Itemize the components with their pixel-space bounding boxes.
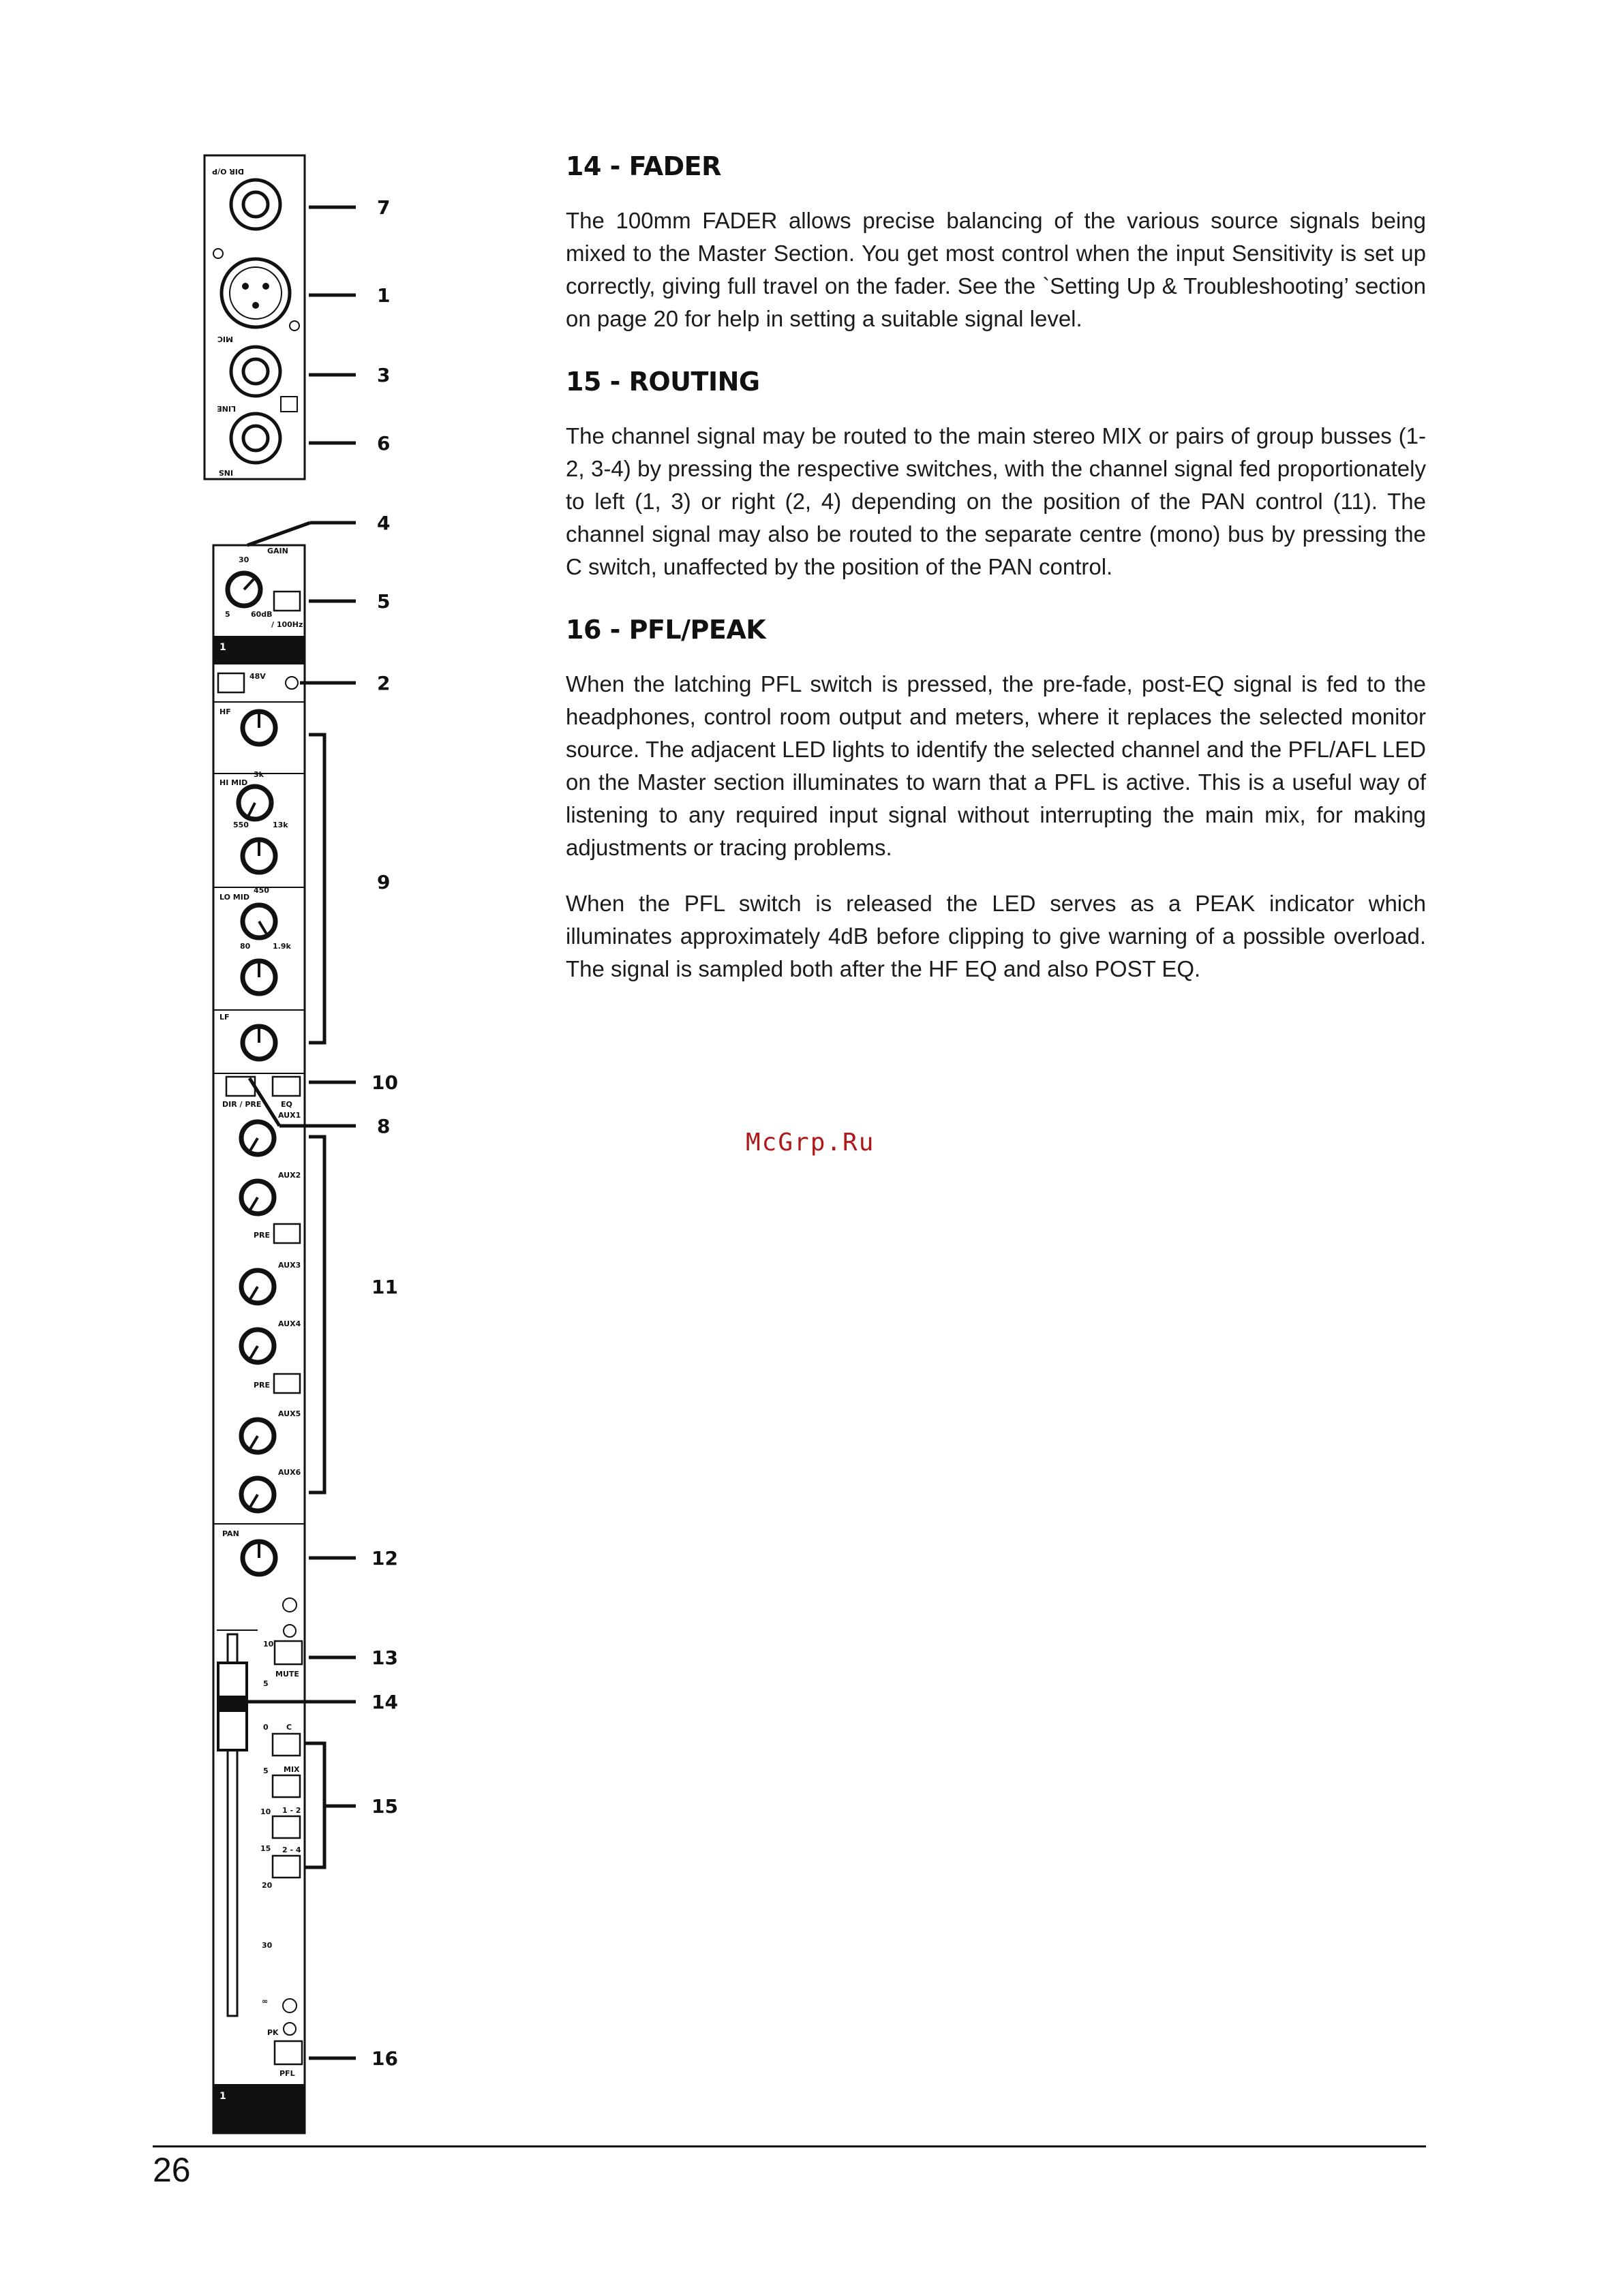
callout-5: 5 xyxy=(377,590,391,613)
dir-out-label: DIR O/P xyxy=(212,167,244,176)
hpf-switch[interactable] xyxy=(274,592,300,611)
fader-scale-5-top: 5 xyxy=(263,1679,269,1688)
lo-mid-freq-label: 450 xyxy=(254,886,269,895)
mute-led xyxy=(284,1625,296,1637)
eq-switch[interactable] xyxy=(273,1077,300,1096)
channel-id-bottom: 1 xyxy=(219,2091,226,2102)
lo-mid-low-label: 80 xyxy=(240,942,251,951)
pfl-paragraph: When the latching PFL switch is pressed, the pre-fade, post-EQ signal is fed to the headphones, control room output and meters, where it replaces the selected monitor source. The adjacent LED lights to identify the selected channel and the PFL/AFL LED on the Master section illuminates to warn that a PFL is active. This is a useful way of listening to any required input signal without interrupting the main mix, for making adjustments or tracing problems. xyxy=(566,671,1426,860)
fader-scale-5: 5 xyxy=(263,1766,269,1775)
callout-6: 6 xyxy=(377,432,391,455)
pfl-switch[interactable] xyxy=(275,2041,302,2064)
callout-9: 9 xyxy=(377,871,391,893)
dir-pre-label: DIR / PRE xyxy=(222,1100,262,1109)
aux6-label: AUX6 xyxy=(278,1468,301,1477)
lo-mid-high-label: 1.9k xyxy=(273,942,291,951)
hi-mid-freq-label: 3k xyxy=(254,770,264,779)
aux5-label: AUX5 xyxy=(278,1409,301,1418)
aux1-label: AUX1 xyxy=(278,1111,301,1120)
gain-mid-label: 30 xyxy=(239,555,249,564)
mic-label: MIC xyxy=(217,335,233,343)
callout-8: 8 xyxy=(377,1115,391,1137)
callout-1: 1 xyxy=(377,284,391,307)
callout-16: 16 xyxy=(371,2047,398,2070)
group12-switch[interactable] xyxy=(273,1816,300,1838)
fader-scale-30: 30 xyxy=(262,1941,273,1950)
gain-min-label: 5 xyxy=(225,610,230,619)
aux34-pre-switch[interactable] xyxy=(274,1374,300,1393)
callout-15: 15 xyxy=(371,1795,398,1818)
pk-label: PK xyxy=(267,2028,279,2037)
gain-label: GAIN xyxy=(267,547,288,555)
fader-scale-20: 20 xyxy=(262,1881,273,1890)
channel-id-bar xyxy=(213,636,305,664)
lo-mid-label: LO MID xyxy=(219,893,249,902)
peak-led xyxy=(284,2023,296,2035)
line-label: LINE xyxy=(217,404,236,413)
callout-4: 4 xyxy=(377,512,391,534)
aux34-pre-label: PRE xyxy=(254,1381,271,1390)
phantom-label: 48V xyxy=(249,672,266,681)
channel-id-top: 1 xyxy=(219,642,226,653)
callout-3: 3 xyxy=(377,364,391,386)
mute-switch[interactable] xyxy=(275,1641,302,1664)
callout-12: 12 xyxy=(371,1547,398,1570)
hi-mid-high-label: 13k xyxy=(273,821,288,829)
hpf-label: / 100Hz xyxy=(271,620,303,629)
hf-label: HF xyxy=(219,707,231,716)
phantom-led xyxy=(286,677,298,689)
channel-strip-diagram xyxy=(0,0,477,2181)
hi-mid-low-label: 550 xyxy=(233,821,249,829)
routing-paragraph: The channel signal may be routed to the main stereo MIX or pairs of group busses (1-2, 3-4) by pressing the respective switches, with the channel signal fed proportionately to left (1, 3) or right (2, 4) depending on the position of the PAN control (11). The channel signal may also be routed to the separate centre (mono) bus by pressing the C switch, unaffected by the position of the PAN control. xyxy=(566,423,1426,579)
group34-switch[interactable] xyxy=(273,1856,300,1878)
fader-scale-15: 15 xyxy=(260,1844,271,1853)
pfl-label: PFL xyxy=(279,2069,295,2078)
callout-10: 10 xyxy=(371,1071,398,1094)
aux2-label: AUX2 xyxy=(278,1171,301,1180)
mute-label: MUTE xyxy=(275,1670,299,1679)
fader-scale-10: 10 xyxy=(260,1807,271,1816)
mix-label: MIX xyxy=(284,1765,300,1774)
eq-label: EQ xyxy=(281,1100,292,1109)
aux12-pre-switch[interactable] xyxy=(274,1224,300,1243)
aux3-label: AUX3 xyxy=(278,1261,301,1270)
fader-scale-inf: ∞ xyxy=(262,1997,269,2006)
callout-11: 11 xyxy=(371,1276,398,1298)
fader-scale-10-top: 10 xyxy=(263,1640,274,1649)
fader-scale-0: 0 xyxy=(263,1723,269,1732)
ins-label: INS xyxy=(218,468,233,477)
callout-2: 2 xyxy=(377,672,391,694)
c-label: C xyxy=(286,1723,292,1732)
hi-mid-label: HI MID xyxy=(219,778,248,787)
section-heading-pfl-peak: 16 - PFL/PEAK xyxy=(566,615,766,645)
text-column xyxy=(566,151,1426,1009)
callout-14: 14 xyxy=(371,1691,398,1713)
callout-7: 7 xyxy=(377,196,391,219)
channel-id-bar-bottom xyxy=(213,2084,305,2133)
section-heading-fader: 14 - FADER xyxy=(566,151,721,181)
lf-label: LF xyxy=(219,1013,230,1022)
c-bus-switch[interactable] xyxy=(273,1734,300,1756)
watermark: McGrp.Ru xyxy=(746,1129,875,1157)
section-heading-routing: 15 - ROUTING xyxy=(566,367,760,397)
phantom-switch[interactable] xyxy=(218,673,244,692)
peak-paragraph: When the PFL switch is released the LED serves as a PEAK indicator which illuminates approximately 4dB before clipping to give warning of a possible overload. The signal is sampled both after the HF EQ and also POST EQ. xyxy=(566,891,1426,981)
footer-rule xyxy=(153,2145,1426,2147)
pan-label: PAN xyxy=(222,1529,239,1538)
fader-paragraph: The 100mm FADER allows precise balancing of the various source signals being mixed to the Master Section. You get most control when the input Sensitivity is set up correctly, giving full travel on the fader. See the `Setting Up & Troubleshooting’ section on page 20 for help in setting a suitable signal level. xyxy=(566,208,1426,331)
aux4-label: AUX4 xyxy=(278,1319,301,1328)
group34-label: 2 - 4 xyxy=(282,1846,301,1854)
callout-13: 13 xyxy=(371,1647,398,1669)
gain-max-label: 60dB xyxy=(251,610,273,619)
aux12-pre-label: PRE xyxy=(254,1231,271,1240)
group12-label: 1 - 2 xyxy=(282,1806,301,1815)
page-number: 26 xyxy=(153,2151,191,2189)
mix-switch[interactable] xyxy=(273,1775,300,1797)
